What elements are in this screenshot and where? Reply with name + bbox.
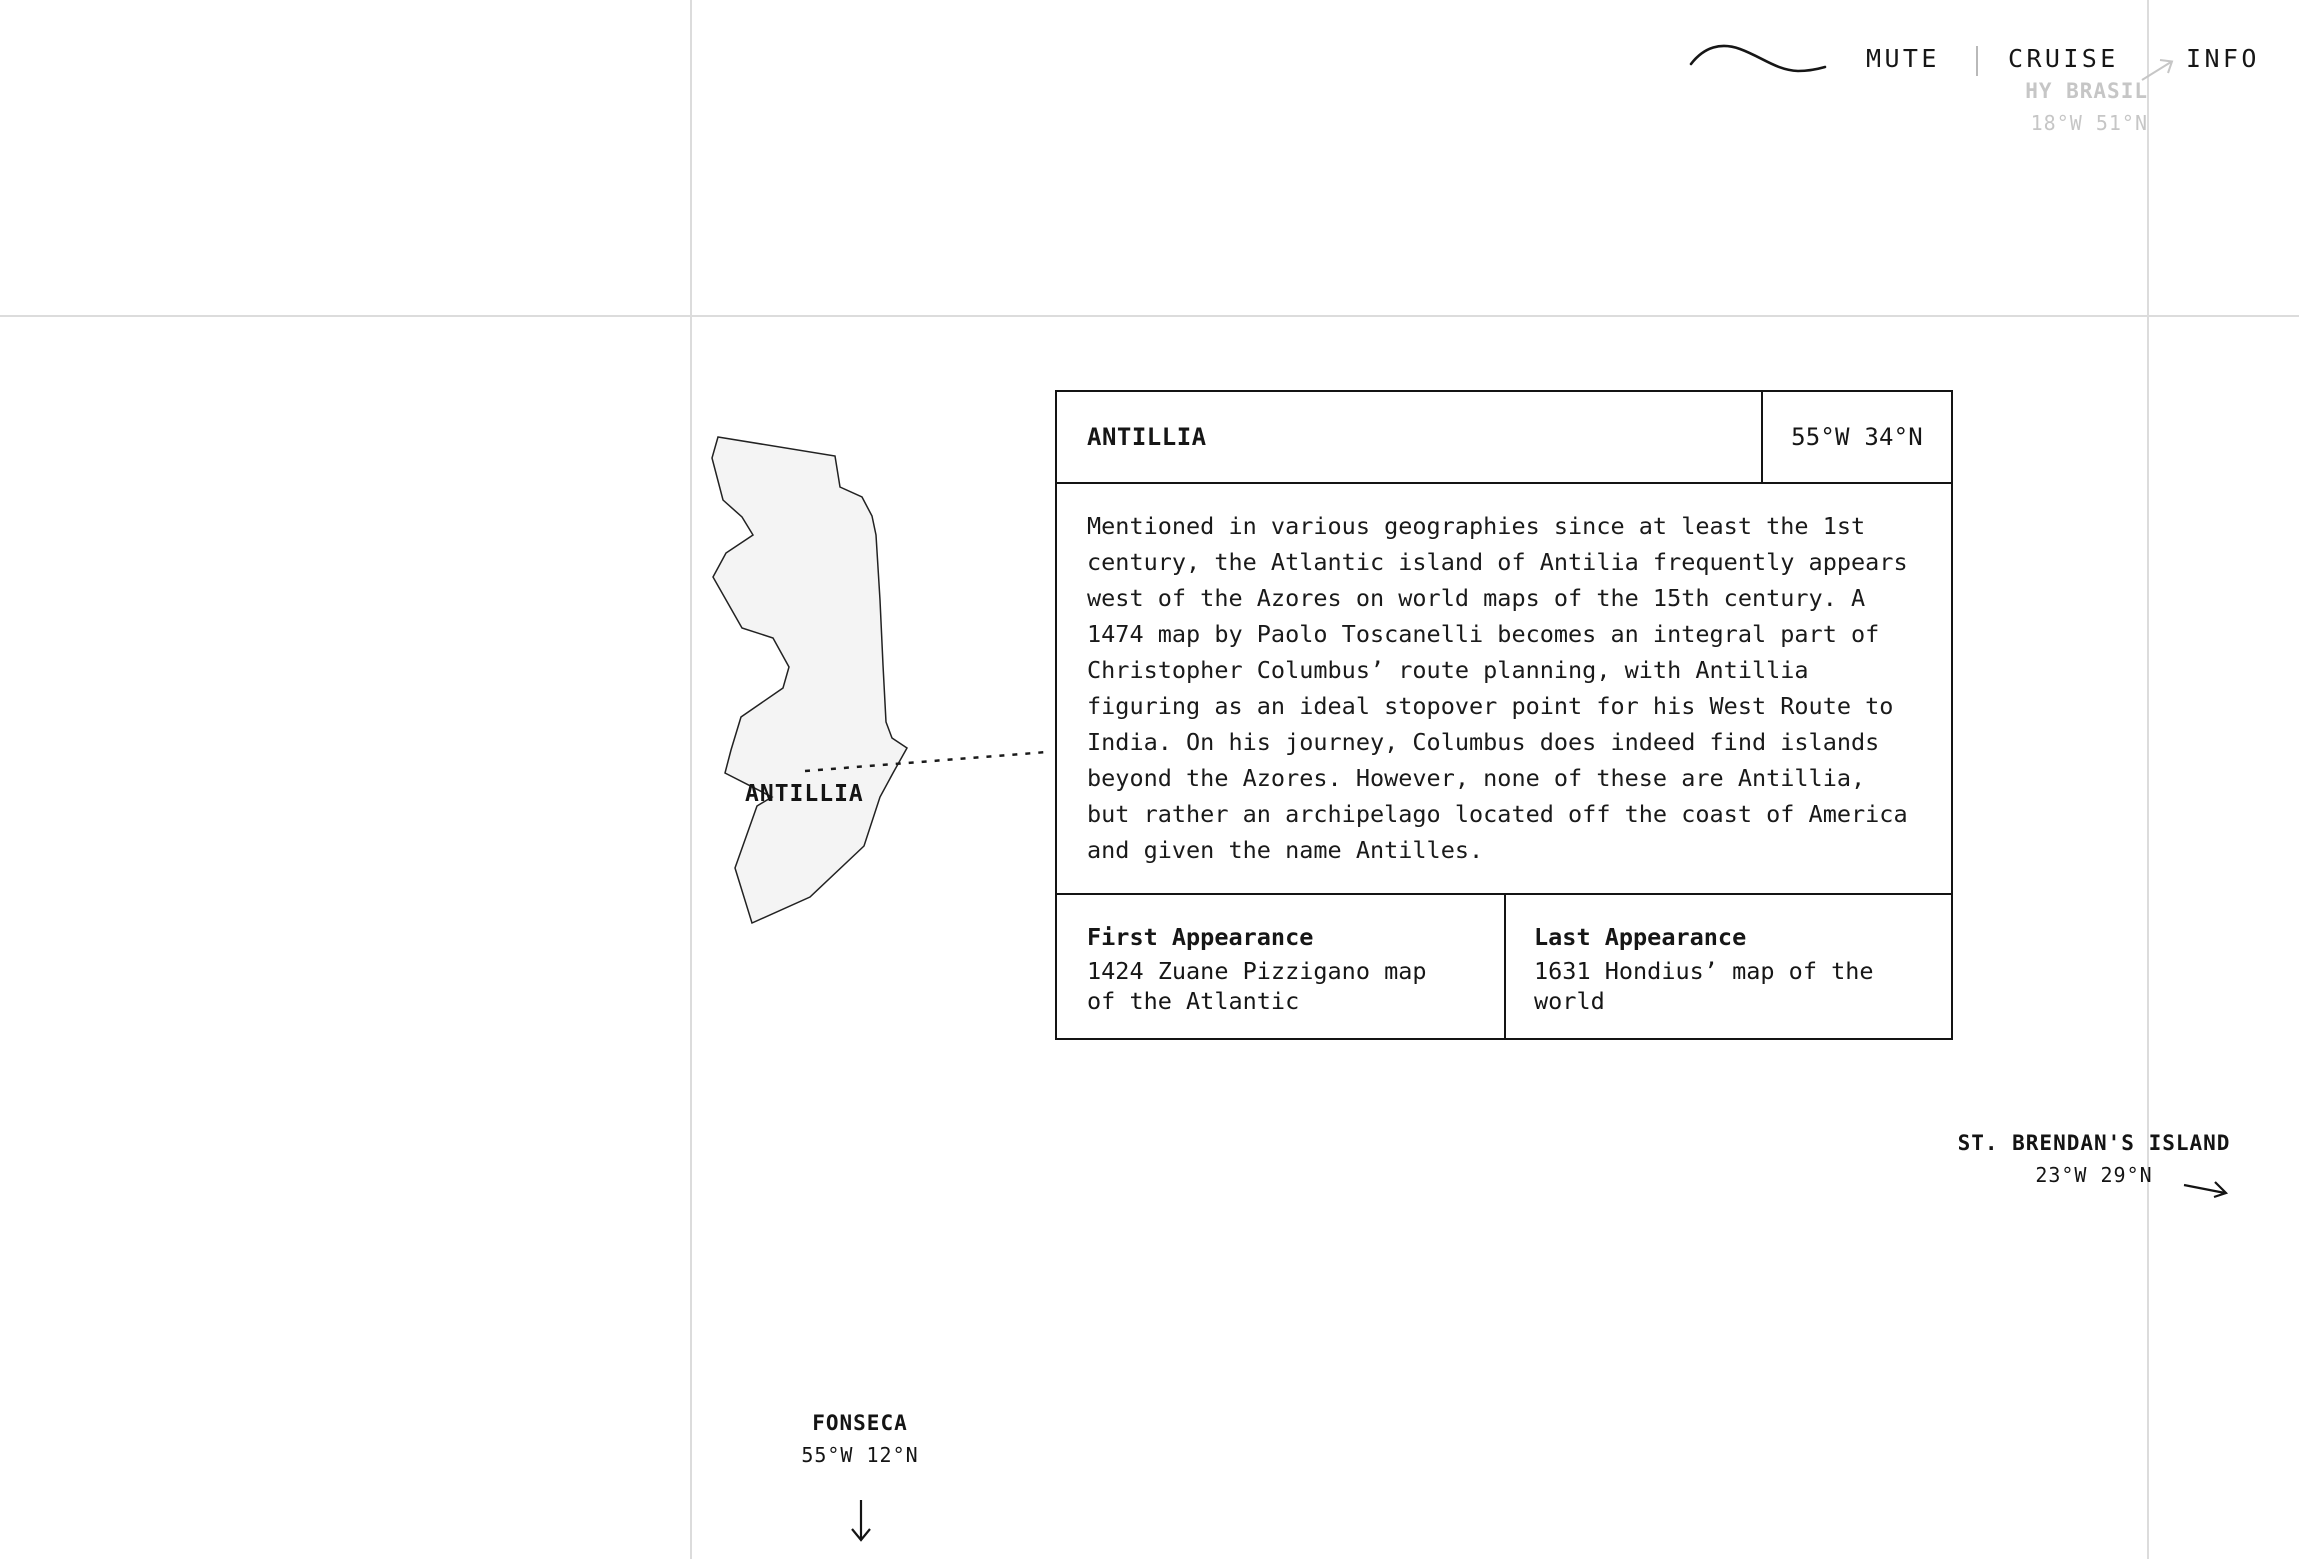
antillia-island-label: ANTILLIA: [745, 781, 864, 807]
cruise-button[interactable]: CRUISE: [2008, 44, 2119, 73]
card-footer: [1057, 893, 1951, 1038]
card-title: ANTILLIA: [1087, 423, 1207, 451]
fonseca-coords: 55°W 12°N: [801, 1443, 919, 1467]
menu-divider: [1976, 46, 1978, 76]
map-grid-line-vertical-left: [690, 0, 692, 1559]
first-appearance-cell: [1057, 895, 1504, 1038]
fonseca-name: FONSECA: [812, 1411, 908, 1435]
map-label-fonseca[interactable]: [801, 1410, 918, 1468]
last-appearance-label: Last Appearance: [1534, 923, 1747, 951]
st-brendans-coords: 23°W 29°N: [2035, 1163, 2153, 1187]
hy-brasil-coords: 18°W 51°N: [2030, 111, 2148, 135]
card-header: [1057, 392, 1951, 484]
map-grid-line-vertical-right: [2147, 0, 2149, 1559]
map-label-hy-brasil[interactable]: [2025, 78, 2148, 136]
last-appearance-value: 1631 Hondius’ map of the world: [1534, 957, 1874, 1015]
st-brendans-name: ST. BRENDAN'S ISLAND: [1957, 1131, 2231, 1155]
card-coordinates: 55°W 34°N: [1761, 392, 1951, 482]
info-button[interactable]: INFO: [2186, 44, 2260, 73]
mute-button[interactable]: MUTE: [1866, 44, 1940, 73]
wave-icon: [1688, 40, 1830, 78]
antillia-island-shape[interactable]: [700, 425, 915, 935]
first-appearance-label: First Appearance: [1087, 923, 1314, 951]
arrow-right-icon: [2182, 1178, 2230, 1202]
arrow-down-icon: [850, 1498, 872, 1544]
hy-brasil-name: HY BRASIL: [2025, 79, 2148, 103]
last-appearance-cell: [1504, 895, 1951, 1038]
card-connector-line: [798, 742, 1054, 778]
island-info-card: [1055, 390, 1953, 1040]
card-description: Mentioned in various geographies since at least the 1st century, the Atlantic island of Antilia frequently appears west of the Azores on world maps of the 15th century. A 1474 map by Paolo Toscanelli becomes an integral part of Christopher Columbus’ route planning, with Antillia figuring as an ideal stopover point for his West Route to India. On his journey, Columbus does indeed find islands beyond the Azores. However, none of these are Antillia, but rather an archipelago located off the coast of America and given the name Antilles.: [1087, 512, 1908, 864]
map-grid-line-horizontal: [0, 315, 2299, 317]
first-appearance-value: 1424 Zuane Pizzigano map of the Atlantic: [1087, 957, 1427, 1015]
